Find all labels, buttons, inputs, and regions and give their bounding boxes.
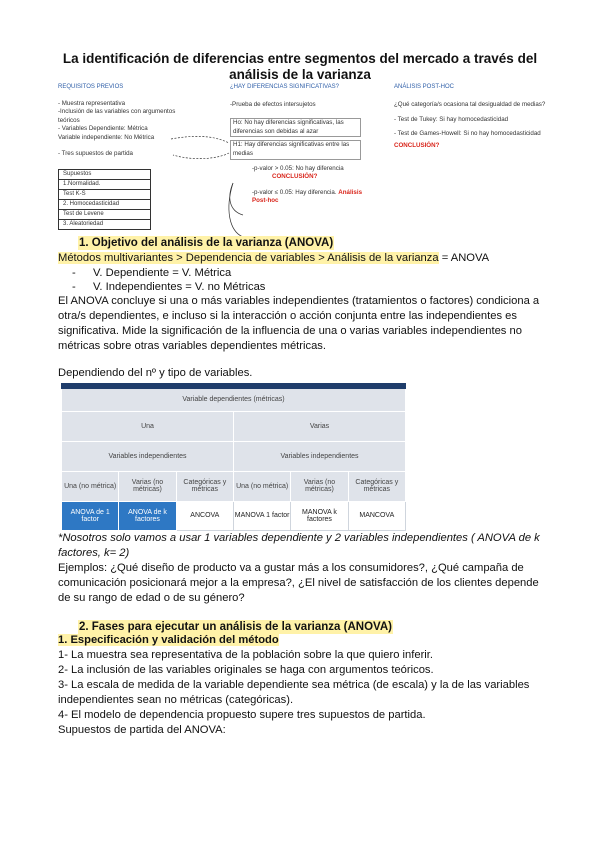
- summary-diagram: [58, 83, 548, 231]
- table-cell: Categóricas y métricas: [348, 471, 405, 501]
- table-cell: Una (no métrica): [62, 471, 119, 501]
- section2-subheading: 1. Especificación y validación del método: [58, 634, 279, 646]
- sup-row: 2. Homocedasticidad: [59, 200, 150, 210]
- diagram-line: Variable independiente: No Métrica: [58, 133, 155, 141]
- sup-row: 1.Normalidad.: [59, 180, 150, 190]
- paragraph-line: otra/s dependientes, e incluso si la interacción o acción conjunta entre las independientes es: [58, 310, 517, 322]
- section2-line: Supuestos de partida del ANOVA:: [58, 724, 226, 736]
- sup-row: Test de Levene: [59, 210, 150, 220]
- table-cell: Variable dependientes (métricas): [62, 386, 406, 411]
- paragraph-line: El ANOVA concluye si una o más variables independientes (tratamientos o factores) condiciona a: [58, 295, 540, 307]
- table-cell: MANOVA k factores: [291, 501, 348, 530]
- note-line: *Nosotros solo vamos a usar 1 variables dependiente y 2 variables independientes ( ANOVA de k: [58, 532, 540, 544]
- sup-row: Supuestos: [59, 170, 150, 180]
- table-cell: MANCOVA: [348, 501, 405, 530]
- table-cell: Variables independientes: [233, 441, 405, 471]
- diagram-col-diferencias: [230, 83, 380, 206]
- table-cell: Varias (no métricas): [119, 471, 176, 501]
- diagram-line: -Inclusión de las variables con argumentos: [58, 108, 176, 116]
- diagram-line: - Test de Games-Howell: Si no hay homocedasticidad: [394, 129, 541, 137]
- section2-line: 3- La escala de medida de la variable dependiente sea métrica (de escala) y la de las variables: [58, 679, 530, 691]
- diagram-line: -p-valor > 0.05: No hay diferencia: [252, 164, 344, 172]
- section1-heading: 1. Objetivo del análisis de la varianza (ANOVA): [79, 237, 334, 249]
- table-cell: Varias: [233, 411, 405, 441]
- section2-line: 2- La inclusión de las variables originales se haga con argumentos teóricos.: [58, 664, 434, 676]
- supuestos-box: [58, 169, 151, 230]
- paragraph-line: métricas sobre otras variables dependientes métricas.: [58, 340, 327, 352]
- example-line: comunicación posicionará mejor a la empresa?, ¿El nivel de satisfacción de los clientes depende: [58, 577, 539, 589]
- diagram-line: - Tres supuestos de partida: [58, 149, 133, 157]
- section2-line: 1- La muestra sea representativa de la población sobre la que quiero inferir.: [58, 649, 434, 661]
- table-cell: MANOVA 1 factor: [233, 501, 290, 530]
- sup-row: Test K-S: [59, 190, 150, 200]
- paragraph-line: significativa. Mide la significación de la influencia de una o varias variables independientes no: [58, 325, 522, 337]
- diagram-posthoc: Post-hoc: [252, 197, 279, 205]
- diagram-line: - Variables Dependiente: Métrica: [58, 125, 148, 133]
- diagram-conclusion: CONCLUSIÓN?: [394, 142, 440, 150]
- table-cell: ANCOVA: [176, 501, 233, 530]
- h0-box: Ho: No hay diferencias significativas, las diferencias son debidas al azar: [230, 118, 361, 137]
- table-cell: ANOVA de 1 factor: [62, 501, 119, 530]
- diagram-line: - Test de Tukey: Si hay homocedasticidad: [394, 116, 509, 124]
- document-title: La identificación de diferencias entre segmentos del mercado a través del análisis de la varianza: [62, 51, 538, 82]
- example-line: Ejemplos: ¿Qué diseño de producto va a gustar más a los consumidores?, ¿Qué campaña de: [58, 562, 524, 574]
- table-cell: Una: [62, 411, 234, 441]
- note-line: factores, k= 2): [58, 547, 130, 559]
- section2-line: 4- El modelo de dependencia propuesto supere tres supuestos de partida.: [58, 709, 426, 721]
- paragraph-line: Dependiendo del nº y tipo de variables.: [58, 367, 253, 379]
- table-cell: ANOVA de k factores: [119, 501, 176, 530]
- diagram-heading: ¿HAY DIFERENCIAS SIGNIFICATIVAS?: [230, 84, 339, 90]
- section2-heading: 2. Fases para ejecutar un análisis de la varianza (ANOVA): [79, 621, 392, 633]
- diagram-heading: ANÁLISIS POST-HOC: [394, 84, 455, 90]
- document-page: La identificación de diferencias entre segmentos del mercado a través del análisis de la varianza REQUISITOS PREVIOS - Muestra representativa -Inclusión de las variables con argumentos teóricos - Variables Dependiente: Métrica Variable independiente: No Métrica - Tres supuestos de partida Supuestos 1.Normalidad. Test K-S 2. Homocedasticidad Test de Levene 3. Aleatoriedad ¿HAY DIFERENCIAS SIGNIFICATIVAS? -Prueba de efectos intersujetos Ho: No hay diferencias significativas, las diferencias son debidas al azar H1: Hay diferencias significativas entre las medias -p-valor > 0.05: No hay diferencia CONCLUSIÓN? -p-valor ≤ 0.05: Hay diferencia. Análisis Post-hoc ANÁLISIS POST-HOC ¿Qué categoría/s ocasiona tal desigualdad de medias? - Test de Tukey: Si hay homocedasticidad - Test de Games-Howell: Si no hay homocedasticidad CONCLUSIÓN? 1. Objetivo del análisis de la varianza (ANOVA) Métodos multivariantes > Dependencia de variables > Análisis de la varianza = ANOVA - V. Dependiente = V. Métrica - V. Independientes = V. no Métricas El ANOVA concluye si una o más variables independientes (tratamientos o factores) condiciona a otra/s dependientes, e incluso si la interacción o acción conjunta entre las independientes es significativa. Mide la significación de la influencia de una o varias variables independientes no métricas sobre otras variables dependientes métricas. Dependiendo del nº y tipo de variables. Variable dependientes (métricas) Una Varias Variables independientes Variables independientes Una (no métrica) Varias (no métricas) Categóricas y métricas Una (no métrica) Varias (no métricas) Categóricas y métricas ANOVA de 1 factor ANOVA de k factores ANCOVA MANOVA 1 factor MANOVA k factores MANCOVA *Nosotros solo vamos a usar 1 variables dependiente y 2 variables independientes ( ANOVA de k factores, k= 2) Ejemplos: ¿Qué diseño de producto va a gustar más a los consumidores?, ¿Qué campaña de comunicación posicionará mejor a la empresa?, ¿El nivel de satisfacción de los clientes depende de su rango de edad o de su género? 2. Fases para ejecutar un análisis de la varianza (ANOVA) 1. Especificación y validación del método 1- La muestra sea representativa de la población sobre la que quiero inferir. 2- La inclusión de las variables originales se haga con argumentos teóricos. 3- La escala de medida de la variable dependiente sea métrica (de escala) y la de las variables independientes sean no métricas (categóricas). 4- El modelo de dependencia propuesto supere tres supuestos de partida. Supuestos de partida del ANOVA:: [0, 0, 600, 848]
- table-cell: Una (no métrica): [233, 471, 290, 501]
- table-cell: Varias (no métricas): [291, 471, 348, 501]
- table-cell: Categóricas y métricas: [176, 471, 233, 501]
- diagram-col-posthoc: [394, 83, 548, 151]
- diagram-line: teóricos: [58, 116, 80, 124]
- diagram-line: - Muestra representativa: [58, 99, 126, 107]
- anova-type-table: [61, 383, 406, 531]
- table-cell: Variables independientes: [62, 441, 234, 471]
- section2-line: independientes sean no métricas (categóricas).: [58, 694, 294, 706]
- diagram-line: -Prueba de efectos intersujetos: [230, 100, 316, 108]
- example-line: de su rango de edad o de su género?: [58, 592, 245, 604]
- diagram-heading: REQUISITOS PREVIOS: [58, 84, 124, 90]
- diagram-line: -p-valor ≤ 0.05: Hay diferencia. Análisis: [252, 188, 363, 196]
- method-path: Métodos multivariantes > Dependencia de variables > Análisis de la varianza = ANOVA: [58, 252, 490, 264]
- sup-row: 3. Aleatoriedad: [63, 221, 104, 227]
- diagram-conclusion: CONCLUSIÓN?: [272, 173, 318, 181]
- diagram-line: ¿Qué categoría/s ocasiona tal desigualdad de medias?: [394, 100, 546, 108]
- h1-box: H1: Hay diferencias significativas entre las medias: [230, 140, 361, 159]
